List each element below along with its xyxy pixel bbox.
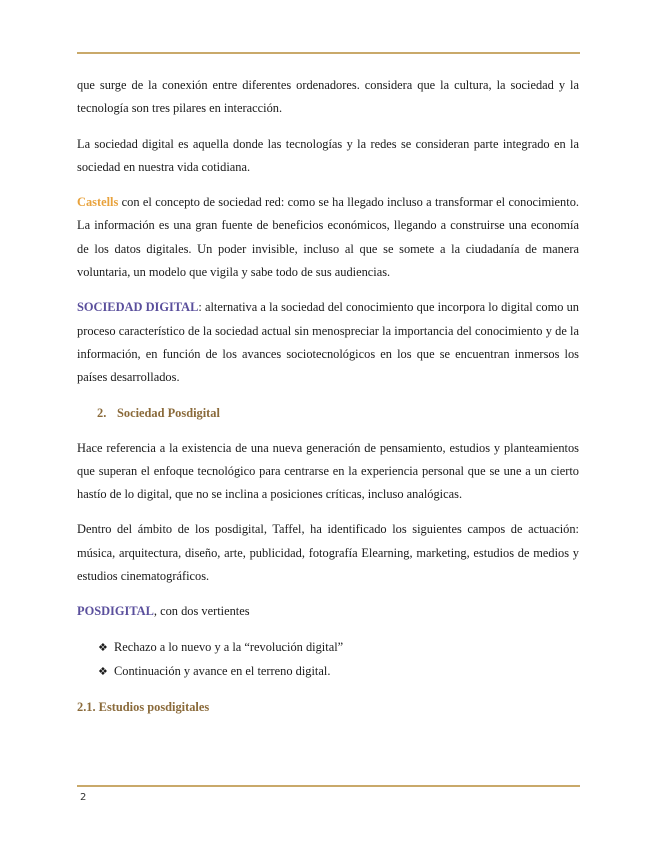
- paragraph-castells: [77, 191, 579, 284]
- subsection-heading-2-1: 2.1. Estudios posdigitales: [77, 699, 210, 714]
- list-item: [98, 636, 579, 660]
- list-item-text: Rechazo a lo nuevo y a la “revolución digital”: [114, 639, 344, 654]
- paragraph-sociedad-digital-text: : alternativa a la sociedad del conocimiento que incorpora lo digital como un proceso característico de la sociedad actual sin menospreciar la importancia del conocimiento y de la información, en función de los avances sociotecnológicos en los que se encuentran inmersos los países desarrollados.: [77, 300, 579, 385]
- paragraph-6: Dentro del ámbito de los posdigital, Taffel, ha identificado los siguientes campos de actuación: música, arquitectura, diseño, arte, publicidad, fotografía Elearning, marketing, estudios de medios y estudios cinematográficos.: [77, 522, 579, 584]
- term-castells: Castells: [77, 195, 119, 210]
- section-number: 2.: [97, 405, 107, 420]
- page-body: [77, 74, 579, 731]
- term-posdigital: POSDIGITAL: [77, 604, 154, 619]
- paragraph-sociedad-digital: [77, 296, 579, 389]
- list-item-text: Continuación y avance en el terreno digital.: [114, 663, 331, 678]
- paragraph-castells-text: con el concepto de sociedad red: como se ha llegado incluso a transformar el conocimiento. La información es una gran fuente de beneficios económicos, llegando a construirse una economía de los datos digitales. Un poder invisible, incluso al que se somete a la ciudadanía de manera voluntaria, un modelo que vigila y sabe todo de sus audiencias.: [77, 195, 579, 280]
- diamond-bullet-icon: ❖: [98, 641, 108, 654]
- term-sociedad-digital: SOCIEDAD DIGITAL: [77, 300, 199, 315]
- paragraph-2: La sociedad digital es aquella donde las tecnologías y la redes se consideran parte integrado en la sociedad en nuestra vida cotidiana.: [77, 136, 579, 174]
- section-title: Sociedad Posdigital: [117, 405, 220, 420]
- paragraph-1: que surge de la conexión entre diferentes ordenadores. considera que la cultura, la sociedad y la tecnología son tres pilares en interacción.: [77, 78, 579, 116]
- paragraph-5: Hace referencia a la existencia de una nueva generación de pensamiento, estudios y planteamientos que superan el enfoque tecnológico para centrarse en la experiencia personal que se une a un cierto hastío de lo digital, que no se inclina a posiciones críticas, incluso analógicas.: [77, 440, 579, 502]
- paragraph-posdigital-text: , con dos vertientes: [153, 604, 250, 619]
- list-item: [98, 660, 579, 684]
- header-rule: [77, 52, 580, 54]
- bullet-list: [77, 636, 579, 684]
- page-number: 2: [80, 792, 87, 803]
- diamond-bullet-icon: ❖: [98, 665, 108, 678]
- paragraph-posdigital: [77, 600, 579, 623]
- section-heading-2: [77, 402, 579, 425]
- footer-rule: [77, 785, 580, 787]
